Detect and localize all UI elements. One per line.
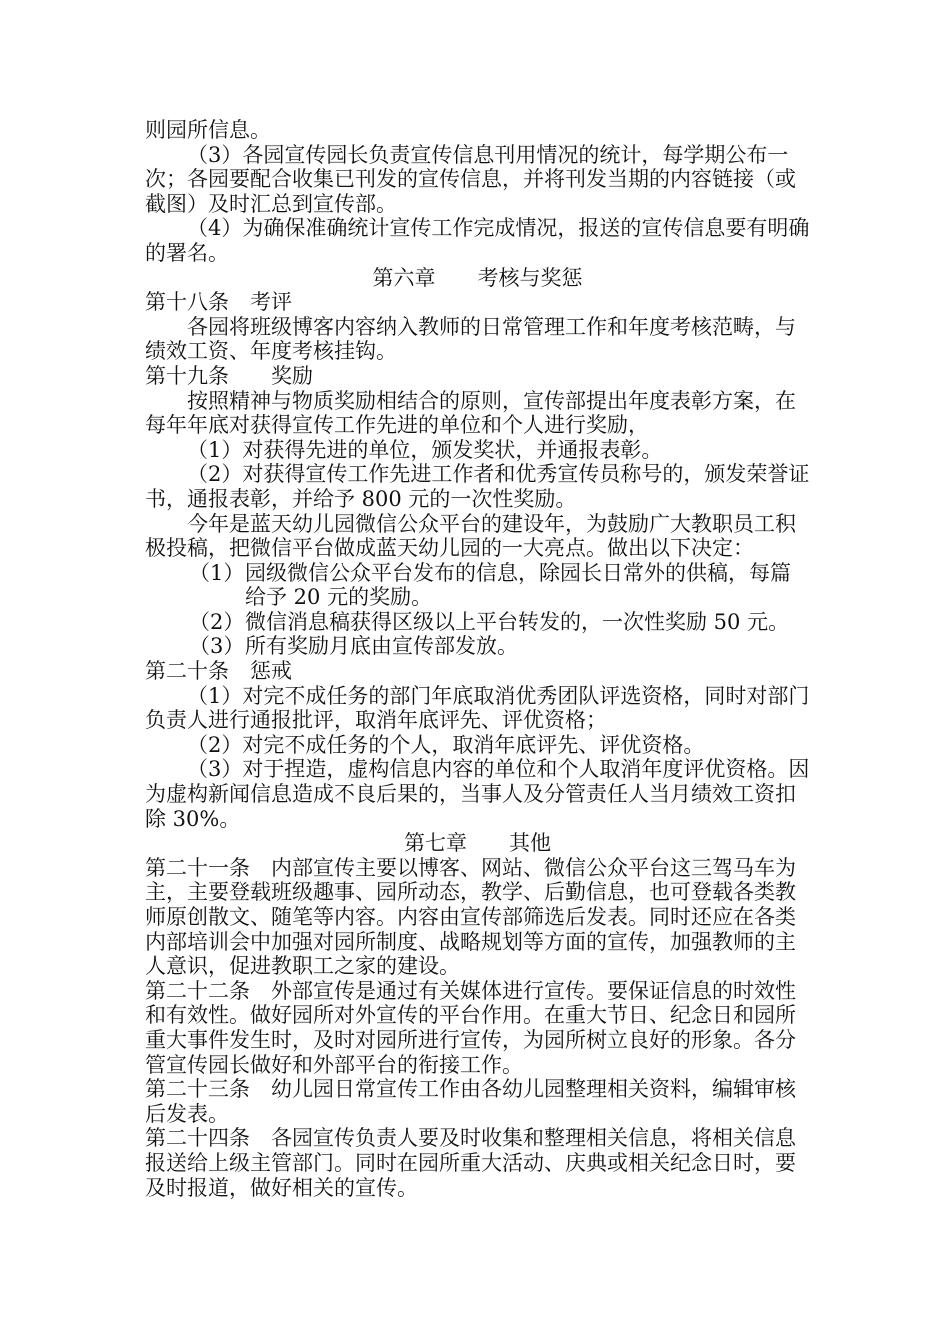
- article-20-point-1: （1）对完不成任务的部门年底取消优秀团队评选资格，同时对部门负责人进行通报批评，取消年底评先、评优资格；: [145, 683, 810, 733]
- article-18-heading: 第十八条 考评: [145, 290, 292, 315]
- list-item-number: （2）: [189, 609, 245, 634]
- article-18-body: 各园将班级博客内容纳入教师的日常管理工作和年度考核范畴，与绩效工资、年度考核挂钩。: [145, 314, 796, 364]
- article-19-point-2: （2）对获得宣传工作先进工作者和优秀宣传员称号的，颁发荣誉证书，通报表彰，并给予 800 元的一次性奖励。: [145, 462, 810, 511]
- paragraph-item-4: （4）为确保准确统计宣传工作完成情况，报送的宣传信息要有明确的署名。: [145, 216, 810, 265]
- article-22: 第二十二条 外部宣传是通过有关媒体进行宣传。要保证信息的时效性和有效性。做好园所对外宣传的平台作用。在重大节日、纪念日和园所重大事件发生时，及时对园所进行宣传，为园所树立良好的形象。各分管宣传园长做好和外部平台的衔接工作。: [145, 978, 796, 1077]
- article-19-wechat-paragraph: 今年是蓝天幼儿园微信公众平台的建设年，为鼓励广大教职员工积极投稿，把微信平台做成蓝天幼儿园的一大亮点。做出以下决定：: [145, 511, 796, 561]
- list-item: [145, 561, 810, 610]
- list-item-text: 微信消息稿获得区级以上平台转发的，一次性奖励 50 元。: [245, 609, 790, 634]
- article-20-point-3: （3）对于捏造，虚构信息内容的单位和个人取消年度评优资格。因为虚构新闻信息造成不良后果的，当事人及分管责任人当月绩效工资扣除 30%。: [145, 757, 810, 831]
- article-20-heading: 第二十条 惩戒: [145, 659, 292, 684]
- article-19-body: 按照精神与物质奖励相结合的原则，宣传部提出年度表彰方案，在每年年底对获得宣传工作先进的单位和个人进行奖励，: [145, 388, 796, 438]
- article-19-heading: 第十九条 奖励: [145, 363, 313, 388]
- list-item-text: 所有奖励月底由宣传部发放。: [245, 634, 518, 659]
- article-20-point-2: （2）对完不成任务的个人，取消年底评先、评优资格。: [187, 732, 705, 757]
- article-23: 第二十三条 幼儿园日常宣传工作由各幼儿园整理相关资料，编辑审核后发表。: [145, 1077, 796, 1126]
- list-item: [145, 634, 810, 659]
- list-item: [145, 610, 810, 635]
- document-page: [145, 118, 810, 1200]
- paragraph-continued: 则园所信息。: [145, 118, 271, 142]
- list-item-number: （3）: [189, 634, 245, 659]
- article-21: 第二十一条 内部宣传主要以博客、网站、微信公众平台这三驾马车为主，主要登载班级趣事、园所动态，教学、后勤信息，也可登载各类教师原创散文、随笔等内容。内容由宣传部筛选后发表。同时还应在各类内部培训会中加强对园所制度、战略规划等方面的宣传，加强教师的主人意识，促进教职工之家的建设。: [145, 855, 796, 979]
- article-24: 第二十四条 各园宣传负责人要及时收集和整理相关信息，将相关信息报送给上级主管部门。同时在园所重大活动、庆典或相关纪念日时，要及时报道，做好相关的宣传。: [145, 1126, 796, 1200]
- chapter-7-title: 第七章 其他: [404, 831, 551, 856]
- wechat-reward-list: [145, 561, 810, 659]
- chapter-6-title: 第六章 考核与奖惩: [372, 265, 583, 290]
- list-item-text: 园级微信公众平台发布的信息，除园长日常外的供稿，每篇给予 20 元的奖励。: [245, 560, 791, 610]
- list-item-number: （1）: [189, 560, 245, 585]
- paragraph-item-3: （3）各园宣传园长负责宣传信息刊用情况的统计，每学期公布一次；各园要配合收集已刊发的宣传信息，并将刊发当期的内容链接（或截图）及时汇总到宣传部。: [145, 142, 796, 216]
- article-19-point-1: （1）对获得先进的单位，颁发奖状，并通报表彰。: [187, 437, 663, 462]
